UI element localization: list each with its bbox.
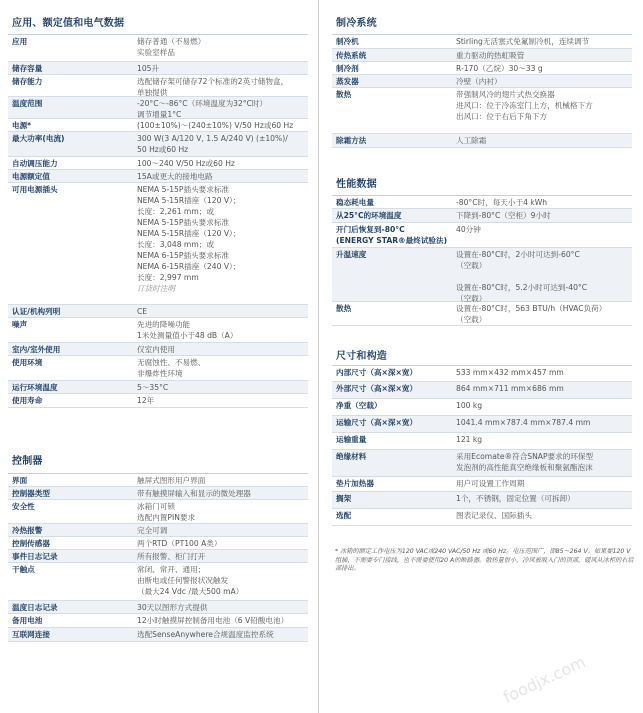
- spec-value: 15A或更大的接地电路: [137, 172, 213, 181]
- spec-value: -20°C～-86°C（环境温度为32°C时） 调节增量1°C: [137, 99, 268, 119]
- spec-value: 30天以图形方式提供: [137, 603, 208, 612]
- column-divider: [318, 0, 319, 713]
- spec-value: 1个，不锈钢，固定位置（可拆卸）: [456, 494, 575, 503]
- spec-row: [332, 88, 632, 134]
- spec-label: 干触点: [12, 565, 35, 574]
- spec-value: 储存普通（不易燃） 实验室样品: [137, 37, 206, 57]
- spec-value: 121 kg: [456, 435, 483, 444]
- spec-row: [8, 356, 308, 381]
- spec-label: 事件日志记录: [12, 552, 58, 561]
- spec-row: [8, 170, 308, 183]
- spec-row: [332, 492, 632, 509]
- spec-label: 除霜方法: [336, 136, 367, 145]
- spec-value: 带强制风冷的翅片式热交换器 进风口：位于冷冻室门上方，机械格下方 出风口：位于右后下角下方: [456, 90, 593, 121]
- spec-row: [332, 134, 632, 148]
- spec-label: 使用环境: [12, 358, 43, 367]
- spec-row: [332, 302, 632, 326]
- spec-row: [332, 49, 632, 62]
- section-title-refrigeration: 制冷系统: [336, 18, 377, 29]
- spec-row: [8, 628, 308, 642]
- spec-row: [8, 343, 308, 356]
- spec-row: [8, 75, 308, 97]
- spec-label: 室内/室外使用: [12, 345, 61, 354]
- section-title-controller: 控制器: [12, 456, 43, 467]
- spec-row: [8, 473, 308, 487]
- spec-label: 外部尺寸（高×深×宽）: [336, 384, 418, 393]
- spec-row: [332, 248, 632, 302]
- spec-label: 控制传感器: [12, 539, 50, 548]
- watermark: foodjx.com: [500, 652, 589, 707]
- spec-label: 储存能力: [12, 77, 43, 86]
- spec-value: 仅室内使用: [137, 345, 175, 354]
- spec-label: 选配: [336, 511, 352, 520]
- spec-row: [8, 132, 308, 157]
- spec-row: [8, 97, 308, 119]
- spec-value: 先进的降噪功能 1米处测量值小于48 dB（A）: [137, 320, 238, 340]
- spec-label: 运输重量: [336, 435, 367, 444]
- spec-value: 12小时触摸屏控制备用电池（6 V铅酸电池）: [137, 616, 289, 625]
- spec-row: [332, 477, 632, 492]
- spec-label: 稳态耗电量: [336, 198, 374, 207]
- spec-value: 100～240 V/50 Hz或60 Hz: [137, 159, 235, 168]
- spec-label: 储存容量: [12, 64, 43, 73]
- spec-value: 105升: [137, 64, 160, 73]
- spec-row: [332, 433, 632, 450]
- spec-value: 图表记录仪、国际插头: [456, 511, 532, 520]
- spec-row: [8, 537, 308, 550]
- spec-label: 备用电池: [12, 616, 43, 625]
- spec-label: 温度范围: [12, 99, 43, 108]
- spec-label: 自动调压能力: [12, 159, 58, 168]
- spec-row: [332, 223, 632, 248]
- spec-row: [8, 614, 308, 628]
- spec-row: [332, 195, 632, 209]
- spec-row: [332, 382, 632, 399]
- section-title-ratings: 应用、额定值和电气数据: [12, 18, 125, 29]
- spec-label: 界面: [12, 476, 28, 485]
- spec-row: [332, 62, 632, 75]
- section-title-dimensions: 尺寸和构造: [336, 351, 387, 362]
- spec-row: [332, 209, 632, 223]
- spec-label: 运输尺寸（高×深×宽）: [336, 418, 418, 427]
- spec-label: 开门后恢复到-80°C (ENERGY STAR®最终试验法): [336, 225, 448, 245]
- spec-value: 冰箱门可锁 选配内置PIN要求: [137, 502, 196, 522]
- spec-label: 噪声: [12, 320, 28, 329]
- spec-row: [8, 394, 308, 408]
- spec-row: [8, 62, 308, 75]
- spec-value: 5～35°C: [137, 383, 169, 392]
- spec-value: CE: [137, 307, 148, 316]
- spec-value: 冷壁（内衬）: [456, 77, 502, 86]
- spec-value: 触屏式图形用户界面: [137, 476, 206, 485]
- spec-label: 制冷剂: [336, 64, 359, 73]
- spec-label: 蒸发器: [336, 77, 359, 86]
- spec-value: Stirling无活塞式免氟制冷机，连续调节: [456, 37, 590, 46]
- spec-row: [8, 34, 308, 62]
- spec-row: [8, 563, 308, 601]
- spec-value: 864 mm×711 mm×686 mm: [456, 384, 564, 393]
- spec-row: [332, 365, 632, 382]
- spec-value: R-170（乙烷）30～33 g: [456, 64, 543, 73]
- spec-label: 电源额定值: [12, 172, 50, 181]
- spec-label: 安全性: [12, 502, 35, 511]
- spec-label: 互联网连接: [12, 630, 50, 639]
- spec-row: [8, 157, 308, 170]
- spec-label: 运行环境温度: [12, 383, 58, 392]
- spec-value: 两个RTD（PT100 A类）: [137, 539, 222, 548]
- spec-value: -80°C时，每天小于4 kWh: [456, 198, 548, 207]
- spec-label: 散热: [336, 90, 352, 99]
- spec-label: 制冷机: [336, 37, 359, 46]
- spec-row: [332, 509, 632, 526]
- spec-value: 常闭、常开、通用； 由断电或任何警报状况触发 （最大24 Vdc /最大500 mA）: [137, 565, 244, 596]
- spec-note: 订货时注明: [137, 284, 175, 293]
- spec-label: 应用: [12, 37, 28, 46]
- spec-value: 用户可设置工作周期: [456, 479, 525, 488]
- spec-value: 533 mm×432 mm×457 mm: [456, 368, 564, 377]
- spec-row: [332, 450, 632, 477]
- spec-label: 净重（空载）: [336, 401, 382, 410]
- spec-label: 认证/机构列明: [12, 307, 61, 316]
- spec-row: [8, 318, 308, 343]
- spec-value: 1041.4 mm×787.4 mm×787.4 mm: [456, 418, 591, 427]
- spec-value: 所有报警、柜门打开: [137, 552, 206, 561]
- footnote: * 冰箱的额定工作电压为120 VAC或240 VAC/50 Hz 或60 Hz。电压范围广，即85～264 V。如果要120 V组插，不需要专门接线，也不需要使用20 A的断路器。散热量很小，冷风被吸入门的顶部，暖风从冰柜的右后部排出。: [335, 548, 634, 572]
- spec-value: 300 W(3 A/120 V, 1.5 A/240 V) (±10%)/ 50 Hz或60 Hz: [137, 134, 288, 154]
- spec-row: [8, 305, 308, 318]
- spec-label: 绝缘材料: [336, 452, 367, 461]
- spec-row: [332, 75, 632, 88]
- spec-value: 采用Ecomate®符合SNAP要求的环保型 发泡剂的高性能真空绝缘板和聚氨酯泡沫: [456, 452, 594, 472]
- spec-label: 最大功率(电流): [12, 134, 65, 143]
- spec-value: (100±10%)～(240±10%) V/50 Hz或60 Hz: [137, 121, 294, 130]
- spec-row: [8, 500, 308, 524]
- spec-label: 升温速度: [336, 250, 367, 259]
- spec-value: 选配储存架可储存72个标准的2英寸储物盒， 单独提供: [137, 77, 289, 97]
- spec-value: 设置在-80°C时，563 BTU/h（HVAC负荷） （空载）: [456, 304, 607, 324]
- spec-value: 带有触摸屏输入和显示的微处理器: [137, 489, 251, 498]
- spec-value: 设置在-80°C时，2小时可达到-60°C （空载） 设置在-80°C时，5.2小时可达到-40°C （空载）: [456, 250, 588, 303]
- spec-row: [8, 550, 308, 563]
- spec-value: 100 kg: [456, 401, 483, 410]
- spec-label: 内部尺寸（高×深×宽）: [336, 368, 418, 377]
- spec-row: [8, 601, 308, 614]
- spec-label: 冷热报警: [12, 526, 43, 535]
- spec-label: 散热: [336, 304, 352, 313]
- spec-row: [8, 381, 308, 394]
- spec-row: [8, 183, 308, 305]
- spec-value: 重力驱动的热虹吸管: [456, 51, 525, 60]
- spec-label: 控制器类型: [12, 489, 50, 498]
- spec-label: 电源*: [12, 121, 32, 130]
- spec-label: 垫片加热器: [336, 479, 374, 488]
- spec-label: 传热系统: [336, 51, 367, 60]
- spec-row: [8, 524, 308, 537]
- spec-row: [8, 487, 308, 500]
- spec-value: 40分钟: [456, 225, 481, 234]
- spec-row: [8, 119, 308, 132]
- spec-value: 无腐蚀性、不易燃、 非爆炸性环境: [137, 358, 206, 378]
- section-title-performance: 性能数据: [336, 179, 377, 190]
- spec-value: NEMA 5-15P插头要求标准 NEMA 5-15R插座（120 V）； 长度：2,261 mm；或 NEMA 5-15P插头要求标准 NEMA 5-15R插座（120 V）； 长度：3,048 mm；或 NEMA 6-15P插头要求标准 NEMA 6-15R插座（240 V）； 长度：2,997 mm 订货时注明: [137, 184, 307, 294]
- spec-label: 使用寿命: [12, 396, 43, 405]
- spec-label: 搁架: [336, 494, 352, 503]
- spec-label: 温度日志记录: [12, 603, 58, 612]
- spec-row: [332, 416, 632, 433]
- spec-value: 人工除霜: [456, 136, 487, 145]
- spec-label: 从25°C的环境温度: [336, 211, 402, 220]
- spec-value: 下降到-80°C（空柜）9小时: [456, 211, 551, 220]
- spec-value: 12年: [137, 396, 155, 405]
- spec-row: [332, 34, 632, 49]
- spec-value: 完全可调: [137, 526, 168, 535]
- spec-row: [332, 399, 632, 416]
- spec-value: 选配SenseAnywhere合规温度监控系统: [137, 630, 274, 639]
- spec-label: 可用电源插头: [12, 185, 58, 194]
